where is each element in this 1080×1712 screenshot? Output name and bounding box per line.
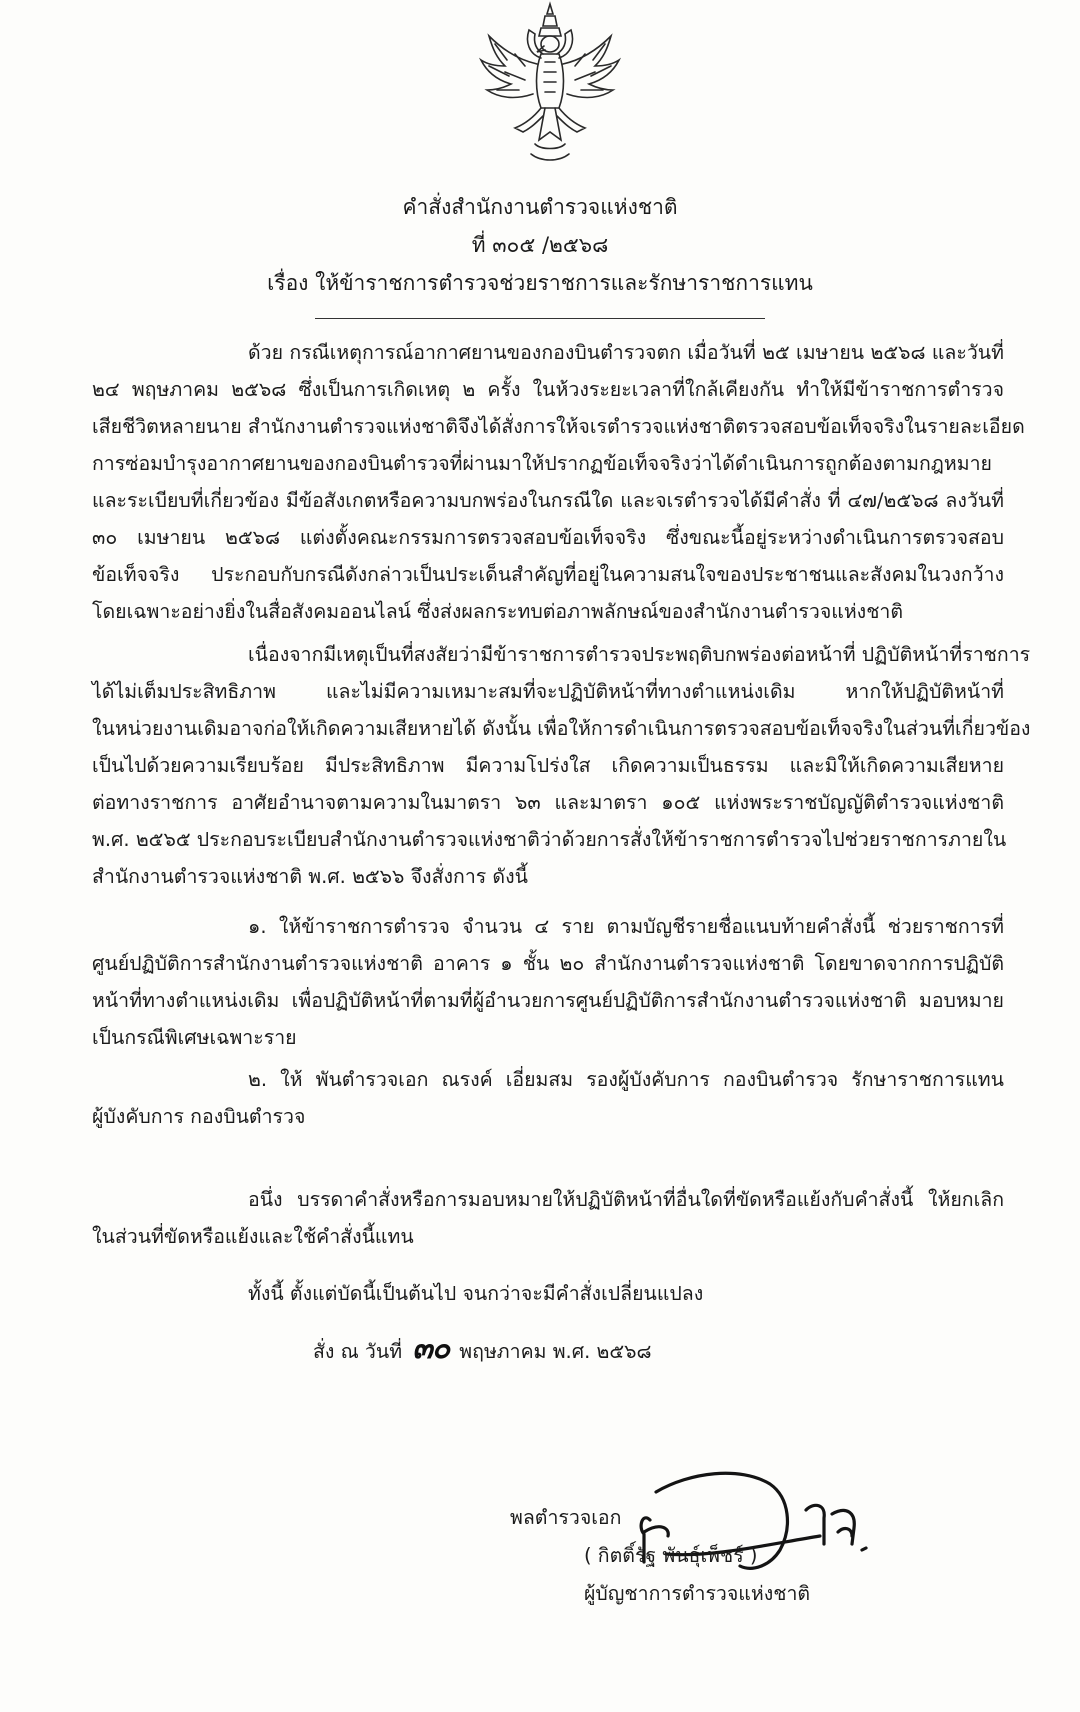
order-item-1-line: หน้าที่ทางตำแหน่งเดิม เพื่อปฏิบัติหน้าที่ตามที่ผู้อำนวยการศูนย์ปฏิบัติการสำนักงานตำรวจแห่งชาติ มอบหมาย (92, 989, 1004, 1012)
order-date (313, 1331, 652, 1367)
paragraph-line: การซ่อมบำรุงอากาศยานของกองบินตำรวจที่ผ่านมาให้ปรากฏข้อเท็จจริงว่าได้ดำเนินการถูกต้องตามกฎหมาย (92, 452, 992, 475)
order-subject: เรื่อง ให้ข้าราชการตำรวจช่วยราชการและรักษาราชการแทน (267, 271, 813, 295)
order-item-2-line: ผู้บังคับการ กองบินตำรวจ (92, 1105, 306, 1128)
order-item-2-line: ๒. ให้ พันตำรวจเอก ณรงค์ เอี่ยมสม รองผู้บังคับการ กองบินตำรวจ รักษาราชการแทน (248, 1068, 1004, 1091)
paragraph-line: ด้วย กรณีเหตุการณ์อากาศยานของกองบินตำรวจตก เมื่อวันที่ ๒๕ เมษายน ๒๕๖๘ และวันที่ (248, 341, 1004, 364)
paragraph-line: ได้ไม่เต็มประสิทธิภาพ และไม่มีความเหมาะสมที่จะปฏิบัติหน้าที่ทางตำแหน่งเดิม หากให้ปฏิบัติหน้าที่ (92, 680, 1004, 703)
paragraph-line: โดยเฉพาะอย่างยิ่งในสื่อสังคมออนไลน์ ซึ่งส่งผลกระทบต่อภาพลักษณ์ของสำนักงานตำรวจแห่งชาติ (92, 600, 904, 623)
order-item-1-line: ๑. ให้ข้าราชการตำรวจ จำนวน ๔ ราย ตามบัญชีรายชื่อแนบท้ายคำสั่งนี้ ช่วยราชการที่ (248, 915, 1004, 938)
effective-clause: ทั้งนี้ ตั้งแต่บัดนี้เป็นต้นไป จนกว่าจะมีคำสั่งเปลี่ยนแปลง (248, 1282, 704, 1305)
signatory-rank: พลตำรวจเอก (510, 1506, 622, 1529)
paragraph-line: ในส่วนที่ขัดหรือแย้งและใช้คำสั่งนี้แทน (92, 1225, 414, 1248)
paragraph-line: ๒๔ พฤษภาคม ๒๕๖๘ ซึ่งเป็นการเกิดเหตุ ๒ ครั้ง ในห้วงระยะเวลาที่ใกล้เคียงกัน ทำให้มีข้าราชการตำรวจ (92, 378, 1004, 401)
order-date-suffix: พฤษภาคม พ.ศ. ๒๕๖๘ (459, 1340, 652, 1363)
paragraph-line: ต่อทางราชการ อาศัยอำนาจตามความในมาตรา ๖๓ และมาตรา ๑๐๕ แห่งพระราชบัญญัติตำรวจแห่งชาติ (92, 791, 1004, 814)
garuda-emblem (475, 0, 625, 168)
order-number: ที่ ๓๐๕ /๒๕๖๘ (471, 233, 609, 257)
order-item-1-line: เป็นกรณีพิเศษเฉพาะราย (92, 1026, 297, 1049)
order-title: คำสั่งสำนักงานตำรวจแห่งชาติ (402, 195, 678, 219)
paragraph-line: ในหน่วยงานเดิมอาจก่อให้เกิดความเสียหายได้ ดังนั้น เพื่อให้การดำเนินการตรวจสอบข้อเท็จจริงในส่วนที่เกี่ยวข้อง (92, 717, 1031, 740)
signatory-name: ( กิตติ์รัฐ พันธุ์เพ็ชร์ ) (584, 1544, 758, 1567)
paragraph-line: เสียชีวิตหลายนาย สำนักงานตำรวจแห่งชาติจึงได้สั่งการให้จเรตำรวจแห่งชาติตรวจสอบข้อเท็จจริงในรายละเอียด (92, 415, 1025, 438)
order-item-1-line: ศูนย์ปฏิบัติการสำนักงานตำรวจแห่งชาติ อาคาร ๑ ชั้น ๒๐ สำนักงานตำรวจแห่งชาติ โดยขาดจากการปฏิบัติ (92, 952, 1004, 975)
paragraph-line: และระเบียบที่เกี่ยวข้อง มีข้อสังเกตหรือความบกพร่องในกรณีใด และจเรตำรวจได้มีคำสั่ง ที่ ๔๗/๒๕๖๘ ลงวันที่ (92, 489, 1004, 512)
paragraph-line: สำนักงานตำรวจแห่งชาติ พ.ศ. ๒๕๖๖ จึงสั่งการ ดังนี้ (92, 865, 528, 888)
paragraph-line: ข้อเท็จจริง ประกอบกับกรณีดังกล่าวเป็นประเด็นสำคัญที่อยู่ในความสนใจของประชาชนและสังคมในวงกว้าง (92, 563, 1004, 586)
paragraph-line: เนื่องจากมีเหตุเป็นที่สงสัยว่ามีข้าราชการตำรวจประพฤติบกพร่องต่อหน้าที่ ปฏิบัติหน้าที่ราชการ (248, 643, 1031, 666)
paragraph-line: อนึ่ง บรรดาคำสั่งหรือการมอบหมายให้ปฏิบัติหน้าที่อื่นใดที่ขัดหรือแย้งกับคำสั่งนี้ ให้ยกเลิก (248, 1188, 1004, 1211)
order-date-prefix: สั่ง ณ วันที่ (313, 1340, 403, 1363)
order-date-day: ๓๐ (412, 1331, 450, 1366)
signatory-position: ผู้บัญชาการตำรวจแห่งชาติ (584, 1582, 811, 1605)
paragraph-line: เป็นไปด้วยความเรียบร้อย มีประสิทธิภาพ มีความโปร่งใส เกิดความเป็นธรรม และมิให้เกิดความเสียหาย (92, 754, 1004, 777)
paragraph-line: ๓๐ เมษายน ๒๕๖๘ แต่งตั้งคณะกรรมการตรวจสอบข้อเท็จจริง ซึ่งขณะนี้อยู่ระหว่างดำเนินการตรวจสอบ (92, 526, 1004, 549)
paragraph-line: พ.ศ. ๒๕๖๕ ประกอบระเบียบสำนักงานตำรวจแห่งชาติว่าด้วยการสั่งให้ข้าราชการตำรวจไปช่วยราชการภายใน (92, 828, 1007, 851)
title-divider (315, 318, 765, 319)
